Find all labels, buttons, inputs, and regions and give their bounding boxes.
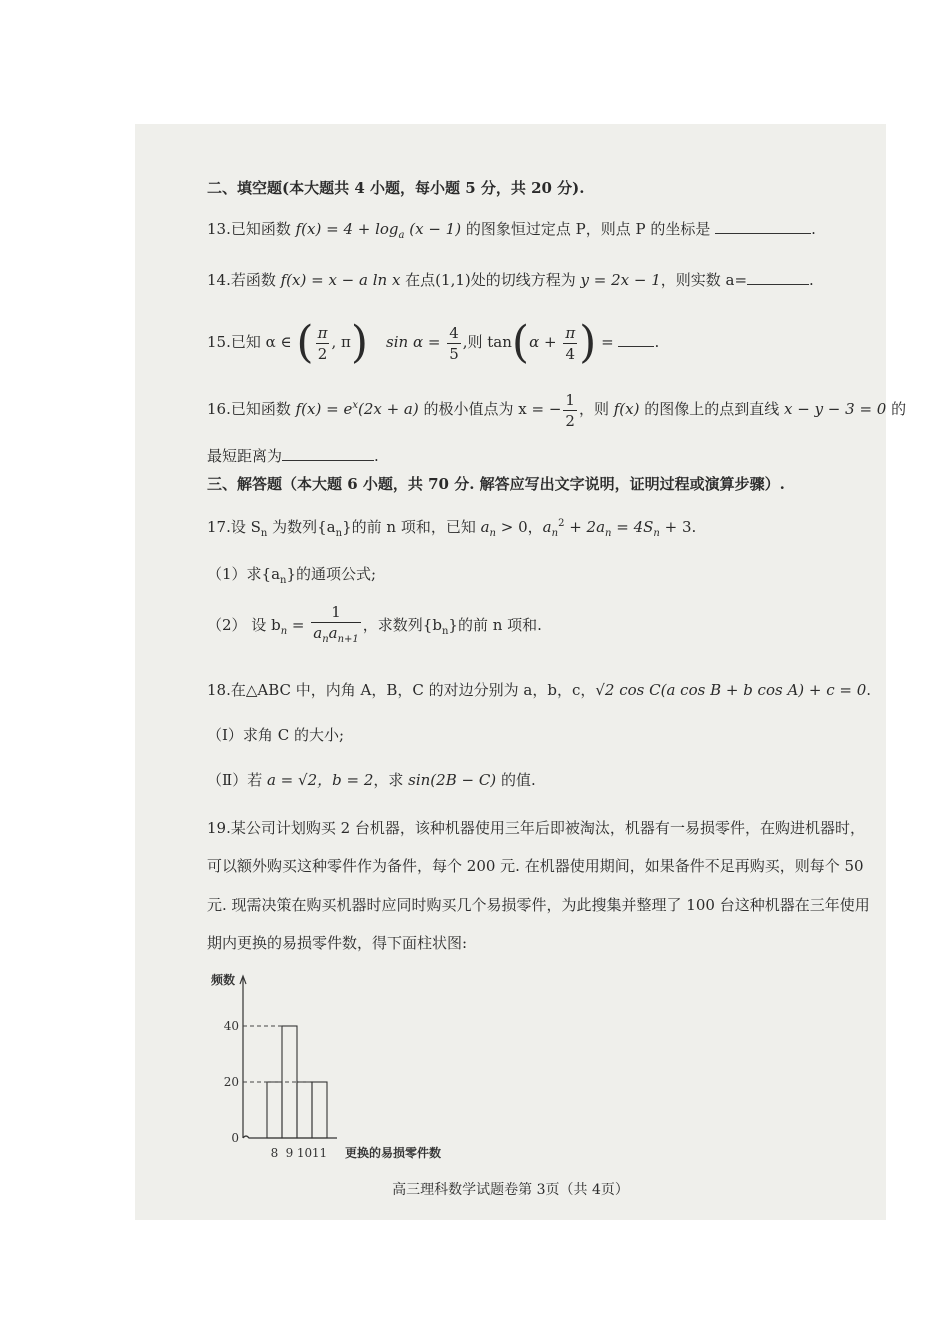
q15-frac-den: 2 (317, 344, 328, 363)
x-tick-label: 10 (296, 1146, 313, 1160)
q17-cond2-sub: n (551, 528, 559, 539)
q18-p2-mid: ，求 (373, 771, 409, 789)
question-19-line-2: 可以额外购买这种零件作为备件，每个 200 元. 在机器使用期间，如果备件不足再购买，则每个 50 (207, 857, 864, 875)
q17-stem-sub: n (260, 528, 268, 539)
q16-text: 的极小值点为 x = − (418, 400, 562, 418)
page-footer: 高三理科数学试题卷第 3页（共 4页） (392, 1182, 629, 1198)
y-tick-label: 20 (223, 1075, 239, 1089)
q15-frac-num: π (317, 323, 328, 342)
x-tick-label: 11 (311, 1146, 328, 1160)
chart-bars (243, 1026, 327, 1138)
question-17 (207, 514, 696, 544)
question-19-line-3: 元. 现需决策在购买机器时应同时购买几个易损零件，为此搜集并整理了 100 台这种机器在三年使用 (207, 896, 870, 914)
q16-answer-blank (282, 446, 374, 461)
q17-p2-sub2: n (441, 626, 449, 637)
q17-cond2-sub3: n (653, 528, 660, 539)
question-15 (207, 317, 660, 368)
q15-sin-fraction (447, 323, 461, 364)
q16-text-4: 最短距离为 (207, 447, 283, 465)
q17-p1-sub: n (280, 575, 287, 586)
q15-fraction (316, 323, 330, 364)
q15-sin-den: 5 (449, 344, 459, 363)
q15-tan-fraction (563, 323, 577, 364)
q16-exponent: x (352, 400, 358, 411)
q14-end: . (809, 271, 814, 289)
q17-cond1-sub: n (489, 528, 496, 539)
q15-tan-arg: α + (529, 333, 562, 351)
q18-p2-expr2: sin(2B − C) (408, 771, 497, 789)
q18-expression: √2 cos C(a cos B + b cos A) + c = 0 (595, 681, 867, 699)
q13-log-arg: (x − 1) (404, 220, 462, 238)
q14-text: 在点(1,1)处的切线方程为 (400, 271, 581, 289)
q14-answer-blank (747, 270, 809, 285)
q13-prefix: 13.已知函数 (207, 220, 296, 238)
q15-sin-num: 4 (449, 323, 459, 342)
q16-tail: 的 (886, 400, 907, 418)
q17-cond2-sup: 2 (558, 518, 565, 529)
q15-end: . (654, 333, 660, 351)
chart-axes (240, 976, 337, 1138)
q16-text-2: ，则 (578, 400, 614, 418)
question-19-line-4: 期内更换的易损零件数，得下面柱状图: (207, 934, 468, 952)
question-16 (207, 384, 906, 431)
q13-end: . (811, 220, 816, 238)
section-3-title: 三、解答题（本大题 6 小题，共 70 分. 解答应写出文字说明，证明过程或演算步骤）. (207, 475, 785, 493)
q17-stem-mid2: }的前 n 项和，已知 (342, 518, 481, 536)
q17-cond2: a (542, 518, 552, 536)
question-18-part-1: （Ⅰ）求角 C 的大小; (207, 726, 344, 744)
q15-answer-blank (618, 332, 654, 347)
q17-den-sub2: n+1 (337, 634, 359, 645)
q17-cond2-post2: = 4S (611, 518, 654, 536)
q16-frac-num: 1 (565, 390, 575, 409)
q16-function: f(x) = e (295, 400, 353, 418)
q17-cond1-post: > 0， (496, 518, 543, 536)
q13-answer-blank (715, 219, 811, 234)
q15-equals: = (596, 333, 619, 351)
q17-p2-post: ，求数列{b (362, 616, 442, 634)
q14-text-2: ，则实数 a= (660, 271, 748, 289)
y-tick-label: 40 (223, 1019, 239, 1033)
q17-p2-sub: n (280, 626, 288, 637)
q15-tan: ,则 tan (462, 333, 512, 351)
question-18 (207, 680, 871, 700)
q17-frac-den (311, 623, 361, 650)
q14-tangent-line: y = 2x − 1 (580, 271, 661, 289)
q13-log-base: a (398, 230, 405, 241)
q17-stem-mid: 为数列{a (267, 518, 336, 536)
bar (297, 1082, 312, 1138)
q17-den-sub: n (322, 634, 329, 645)
q17-cond2-post: + 2a (564, 518, 606, 536)
q17-p2-post2: }的前 n 项和. (448, 616, 542, 634)
q17-stem-pre: 17.设 S (207, 518, 261, 536)
q17-frac-num: 1 (311, 602, 361, 623)
q13-function: f(x) = 4 + log (295, 220, 399, 238)
q15-tan-paren-open: ( (511, 317, 530, 368)
question-17-part-1 (207, 564, 376, 591)
q18-end: . (866, 681, 872, 699)
q17-cond2-post3: + 3. (659, 518, 697, 536)
q17-p1-pre: （1）求{a (207, 565, 281, 583)
q15-tan-den: 4 (565, 344, 576, 363)
q17-den-a: a (313, 624, 323, 642)
section-2-title: 二、填空题(本大题共 4 小题，每小题 5 分，共 20 分). (207, 179, 585, 197)
question-18-part-2 (207, 770, 536, 790)
q18-p2-pre: （Ⅱ）若 (207, 771, 267, 789)
q16-prefix: 16.已知函数 (207, 400, 296, 418)
x-tick-label: 8 (270, 1146, 279, 1160)
q17-den-a2: a (328, 624, 338, 642)
q16-text-3: 的图像上的点到直线 (639, 400, 784, 418)
question-14 (207, 270, 814, 290)
q17-fraction (311, 602, 361, 650)
q15-interval-end: , π (331, 333, 351, 351)
q15-paren-open: ( (296, 317, 314, 368)
q15-tan-paren-close: ) (579, 317, 597, 368)
q16-end: . (374, 447, 379, 465)
bar-chart (205, 970, 505, 1170)
q17-p2-pre: （2） 设 b (207, 616, 281, 634)
q17-cond1: a (480, 518, 490, 536)
q15-sin: sin α = (386, 333, 446, 351)
q14-prefix: 14.若函数 (207, 271, 281, 289)
question-19-line-1: 19.某公司计划购买 2 台机器，该种机器使用三年后即被淘汰，机器有一易损零件，在购进机器时， (207, 819, 865, 837)
exam-page (135, 124, 907, 1220)
q16-line: x − y − 3 = 0 (784, 400, 887, 418)
q14-function: f(x) = x − a ln x (280, 271, 401, 289)
question-16-line-2 (207, 446, 379, 466)
chart-labels (211, 972, 441, 1160)
q13-text: 的图象恒过定点 P，则点 P 的坐标是 (461, 220, 716, 238)
q15-paren-close: ) (350, 317, 369, 368)
x-axis-label: 更换的易损零件数 (345, 1146, 442, 1160)
bar (312, 1082, 327, 1138)
q17-cond2-sub2: n (605, 528, 612, 539)
x-tick-label: 9 (285, 1146, 294, 1160)
q18-p2-expr: a = √2，b = 2 (266, 771, 374, 789)
y-tick-label: 0 (231, 1131, 239, 1145)
q16-arg: (2x + a) (357, 400, 419, 418)
q16-fx: f(x) (613, 400, 640, 418)
q18-stem: 18.在△ABC 中，内角 A，B，C 的对边分别为 a，b，c， (207, 681, 596, 699)
y-axis-label: 频数 (211, 973, 236, 987)
q17-p2-eq: = (287, 616, 310, 634)
q15-prefix: 15.已知 α ∈ (207, 333, 297, 351)
bar (267, 1082, 282, 1138)
q17-stem-mid-sub: n (335, 528, 343, 539)
q15-tan-num: π (565, 323, 576, 342)
question-17-part-2 (207, 602, 542, 654)
q16-fraction (563, 390, 577, 431)
q18-p2-post: 的值. (496, 771, 536, 789)
question-13 (207, 219, 816, 246)
q17-p1-post: }的通项公式; (286, 565, 377, 583)
q16-frac-den: 2 (565, 411, 575, 430)
